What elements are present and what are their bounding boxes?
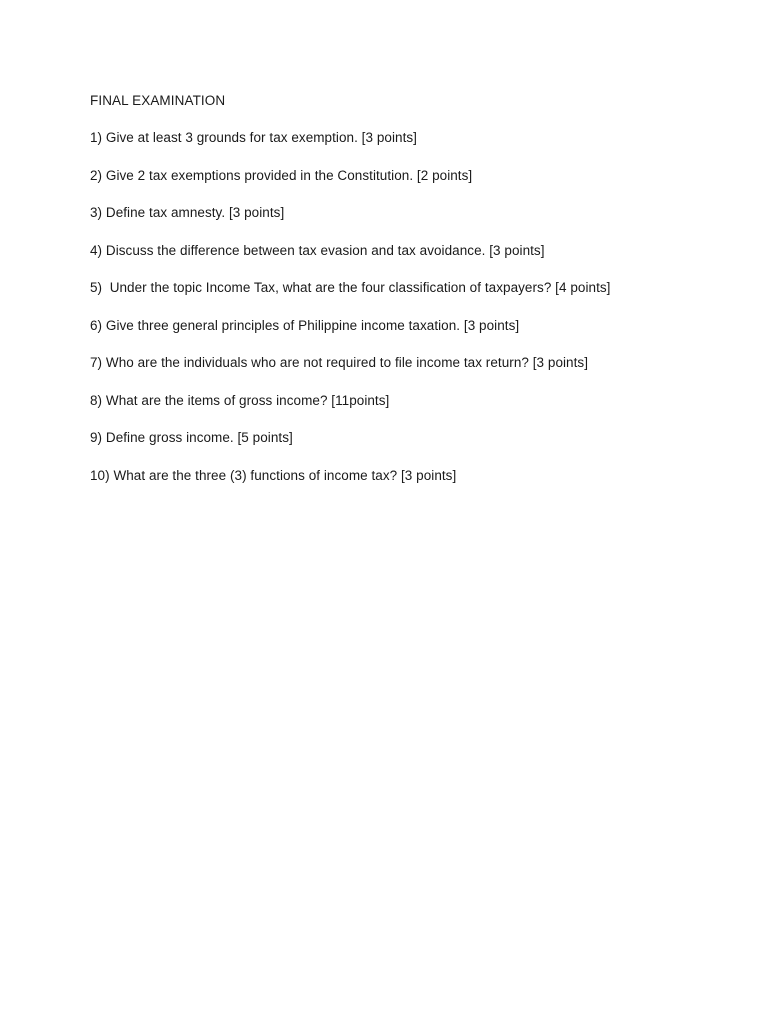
question-6: 6) Give three general principles of Philippine income taxation. [3 points]	[90, 317, 520, 333]
document-body	[90, 92, 730, 504]
question-3: 3) Define tax amnesty. [3 points]	[90, 205, 285, 220]
question-7: 7) Who are the individuals who are not required to file income tax return? [3 points]	[90, 355, 589, 370]
question-1: 1) Give at least 3 grounds for tax exemption. [3 points]	[90, 130, 417, 145]
question-2: 2) Give 2 tax exemptions provided in the Constitution. [2 points]	[90, 167, 473, 183]
question-10: 10) What are the three (3) functions of income tax? [3 points]	[90, 467, 457, 483]
question-8: 8) What are the items of gross income? [11points]	[90, 392, 390, 408]
question-5: 5) Under the topic Income Tax, what are the four classification of taxpayers? [4 points]	[90, 280, 611, 295]
exam-title: FINAL EXAMINATION	[90, 93, 226, 108]
question-4: 4) Discuss the difference between tax evasion and tax avoidance. [3 points]	[90, 242, 545, 258]
question-9: 9) Define gross income. [5 points]	[90, 430, 293, 445]
question-list	[90, 129, 730, 485]
